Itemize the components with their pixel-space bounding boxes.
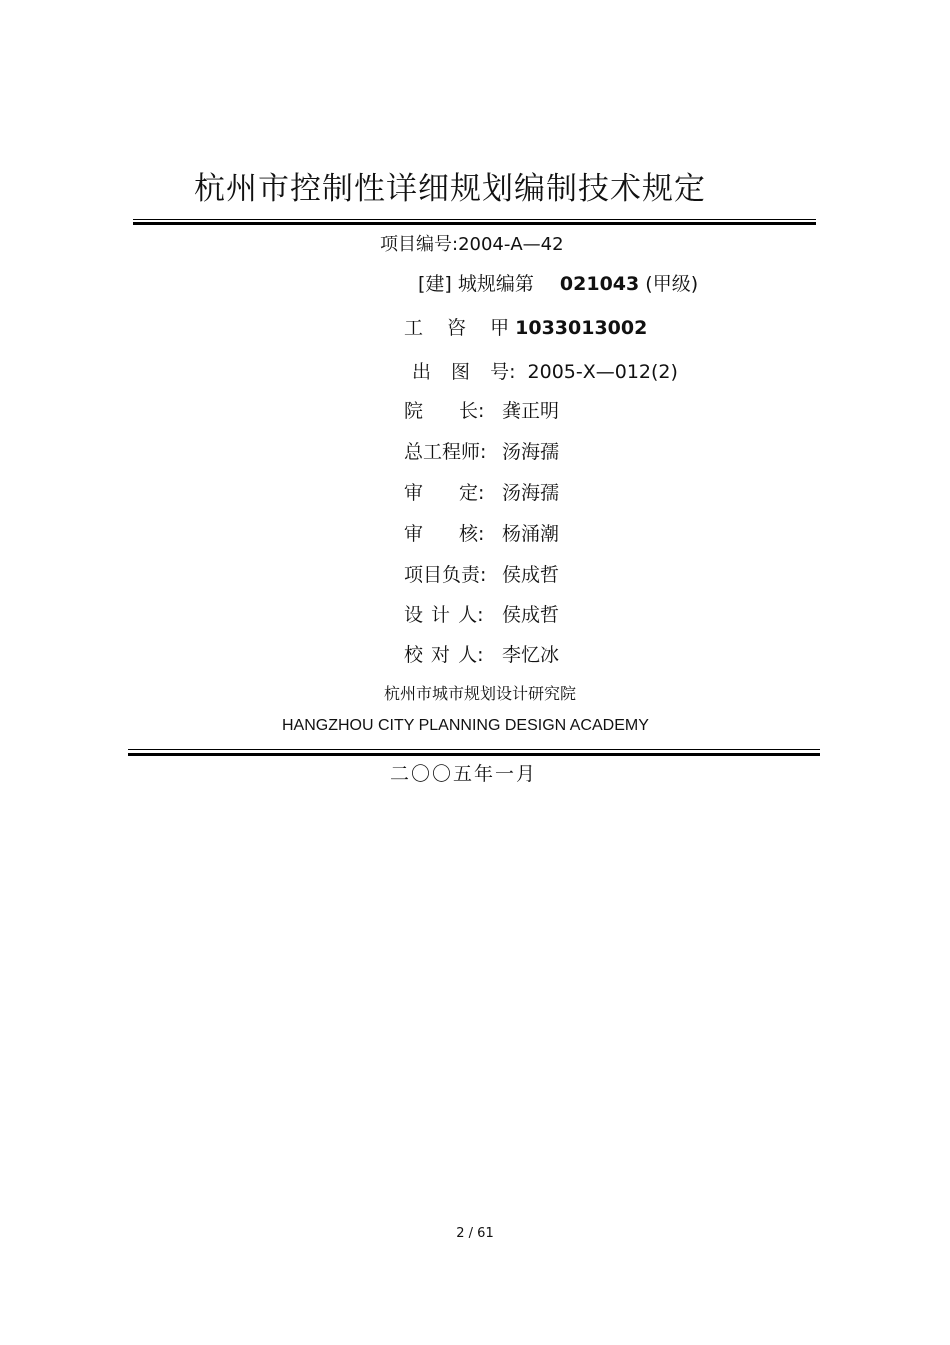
institute-name-en: HANGZHOU CITY PLANNING DESIGN ACADEMY xyxy=(282,717,649,734)
staff-label: 院 长: xyxy=(404,400,485,422)
drawing-number-value: 2005-X—012(2) xyxy=(527,361,678,383)
staff-label: 校 对 人: xyxy=(404,644,484,666)
staff-label: 审 定: xyxy=(404,482,485,504)
document-date: 二〇〇五年一月 xyxy=(390,763,538,785)
staff-label: 总工程师: xyxy=(404,441,487,463)
staff-name: 杨涌潮 xyxy=(502,523,560,545)
staff-row xyxy=(404,478,559,505)
certificate-prefix: [建] 城规编第 xyxy=(418,273,534,295)
consult-line xyxy=(404,313,647,340)
drawing-number-label: 出 图 号: xyxy=(412,361,516,383)
staff-row xyxy=(404,437,559,464)
staff-row xyxy=(404,560,559,587)
staff-name: 汤海孺 xyxy=(502,441,560,463)
footer-rule-thin xyxy=(128,749,820,750)
staff-row xyxy=(404,519,559,546)
staff-row xyxy=(404,640,559,667)
staff-label: 设 计 人: xyxy=(404,604,484,626)
project-number: 项目编号:2004-A—42 xyxy=(380,234,564,255)
certificate-number: 021043 xyxy=(559,273,640,295)
title-rule-thick xyxy=(133,222,816,225)
document-title: 杭州市控制性详细规划编制技术规定 xyxy=(194,171,706,207)
staff-label: 项目负责: xyxy=(404,564,487,586)
page-indicator: 2 / 61 xyxy=(456,1226,494,1241)
staff-name: 龚正明 xyxy=(502,400,560,422)
staff-name: 李忆冰 xyxy=(502,644,560,666)
staff-row xyxy=(404,600,559,627)
footer-rule-thick xyxy=(128,753,820,756)
certificate-line xyxy=(418,269,698,296)
staff-row xyxy=(404,396,559,423)
staff-name: 汤海孺 xyxy=(502,482,560,504)
certificate-grade: (甲级) xyxy=(645,273,699,295)
staff-name: 侯成哲 xyxy=(502,604,560,626)
staff-name: 侯成哲 xyxy=(502,564,560,586)
drawing-number-line xyxy=(412,357,678,384)
consult-number: 1033013002 xyxy=(515,317,648,339)
institute-name-cn: 杭州市城市规划设计研究院 xyxy=(384,684,577,703)
consult-label: 工 咨 甲 xyxy=(404,317,510,339)
title-rule-thin xyxy=(133,219,816,220)
staff-label: 审 核: xyxy=(404,523,485,545)
